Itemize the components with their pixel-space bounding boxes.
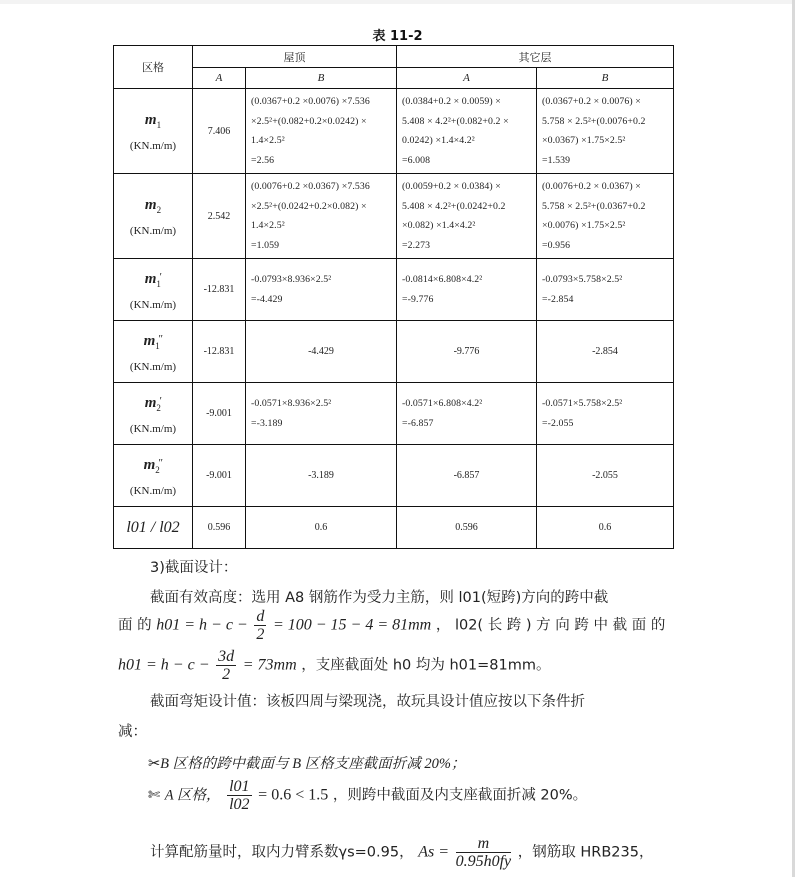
paragraph-line: 面 的 h01 = h − c − $\frac{d}{2}$ = 100 − 15 − 4 = 81mm ， l02( 长 跨 ) 方 向 跨 中 截 面 的: [118, 608, 666, 643]
cell-other-b: 0.6: [537, 507, 674, 549]
cell-other-a: -6.857: [397, 445, 537, 507]
paragraph-line: 计算配筋量时，取内力臂系数γs=0.95， As = $\frac{m}{0.95h0fy}$ ，钢筋取 HRB235，: [150, 835, 654, 870]
sub-header-other-b: B: [537, 68, 674, 89]
table-row: [114, 383, 674, 445]
cell-roof-a: 2.542: [193, 174, 246, 259]
cell-other-a: (0.0384+0.2 × 0.0059) × 5.408 × 4.2²+(0.082+0.2 × 0.0242) ×1.4×4.2² =6.008: [397, 89, 537, 174]
paragraph-line: 截面有效高度：选用 A8 钢筋作为受力主筋，则 l01(短跨)方向的跨中截: [150, 590, 609, 606]
cell-other-a: -0.0571×6.808×4.2² =-6.857: [397, 383, 537, 445]
cell-other-b: -2.055: [537, 445, 674, 507]
group-header-roof: 屋顶: [193, 46, 397, 68]
table-row: [114, 445, 674, 507]
row-label: $m_1$ (KN.m/m): [114, 89, 193, 174]
cell-roof-b: -3.189: [246, 445, 397, 507]
row-label: $m_1''$ (KN.m/m): [114, 321, 193, 383]
cell-other-b: (0.0076+0.2 × 0.0367) × 5.758 × 2.5²+(0.0367+0.2 ×0.0076) ×1.75×2.5² =0.956: [537, 174, 674, 259]
scissors-icon: ✄: [148, 787, 161, 804]
group-header-other: 其它层: [397, 46, 674, 68]
sub-header-other-a: A: [397, 68, 537, 89]
cell-roof-a: -12.831: [193, 259, 246, 321]
cell-other-a: (0.0059+0.2 × 0.0384) × 5.408 × 4.2²+(0.0242+0.2 ×0.082) ×1.4×4.2² =2.273: [397, 174, 537, 259]
viewer-top-edge: [0, 0, 795, 4]
paragraph-line: 截面弯矩设计值：该板四周与梁现浇，故玩具设计值应按以下条件折: [150, 694, 585, 710]
cell-roof-b: (0.0367+0.2 ×0.0076) ×7.536 ×2.5²+(0.082+0.2×0.0242) × 1.4×2.5² =2.56: [246, 89, 397, 174]
paragraph-line: 减：: [118, 724, 147, 740]
corner-header: 区格: [114, 46, 193, 89]
cell-roof-b: 0.6: [246, 507, 397, 549]
section-heading: 3)截面设计：: [150, 560, 238, 576]
cell-other-a: -9.776: [397, 321, 537, 383]
cell-roof-a: -9.001: [193, 445, 246, 507]
row-label: $m_2'$ (KN.m/m): [114, 383, 193, 445]
cell-roof-b: -4.429: [246, 321, 397, 383]
bullet-item: ✂B 区格的跨中截面与 B 区格支座截面折减 20%；: [148, 756, 466, 772]
paragraph-line: h01 = h − c − $\frac{3d}{2}$ = 73mm ，支座截面处 h0 均为 h01=81mm。: [118, 648, 551, 683]
row-label: l01 / l02: [114, 507, 193, 549]
cell-other-b: -0.0793×5.758×2.5² =-2.854: [537, 259, 674, 321]
row-label: $m_2''$ (KN.m/m): [114, 445, 193, 507]
cell-other-a: 0.596: [397, 507, 537, 549]
cell-roof-b: -0.0571×8.936×2.5² =-3.189: [246, 383, 397, 445]
table-row: [114, 259, 674, 321]
bullet-item: ✄ A 区格， $\frac{l01}{l02}$ = 0.6 < 1.5 ，则跨中截面及内支座截面折减 20%。: [148, 778, 588, 813]
moment-table: [113, 45, 674, 549]
sub-header-roof-b: B: [246, 68, 397, 89]
cell-other-a: -0.0814×6.808×4.2² =-9.776: [397, 259, 537, 321]
table-caption: 表 11-2: [372, 29, 423, 44]
table-row: [114, 89, 674, 174]
cell-other-b: (0.0367+0.2 × 0.0076) × 5.758 × 2.5²+(0.0076+0.2 ×0.0367) ×1.75×2.5² =1.539: [537, 89, 674, 174]
scissors-icon: ✂: [148, 756, 161, 772]
row-label: $m_2$ (KN.m/m): [114, 174, 193, 259]
cell-other-b: -2.854: [537, 321, 674, 383]
cell-roof-a: -12.831: [193, 321, 246, 383]
table-row: [114, 174, 674, 259]
row-label: $m_1'$ (KN.m/m): [114, 259, 193, 321]
cell-other-b: -0.0571×5.758×2.5² =-2.055: [537, 383, 674, 445]
cell-roof-b: (0.0076+0.2 ×0.0367) ×7.536 ×2.5²+(0.0242+0.2×0.082) × 1.4×2.5² =1.059: [246, 174, 397, 259]
cell-roof-a: -9.001: [193, 383, 246, 445]
cell-roof-a: 7.406: [193, 89, 246, 174]
sub-header-roof-a: A: [193, 68, 246, 89]
table-row: [114, 321, 674, 383]
table-row: [114, 507, 674, 549]
cell-roof-b: -0.0793×8.936×2.5² =-4.429: [246, 259, 397, 321]
cell-roof-a: 0.596: [193, 507, 246, 549]
